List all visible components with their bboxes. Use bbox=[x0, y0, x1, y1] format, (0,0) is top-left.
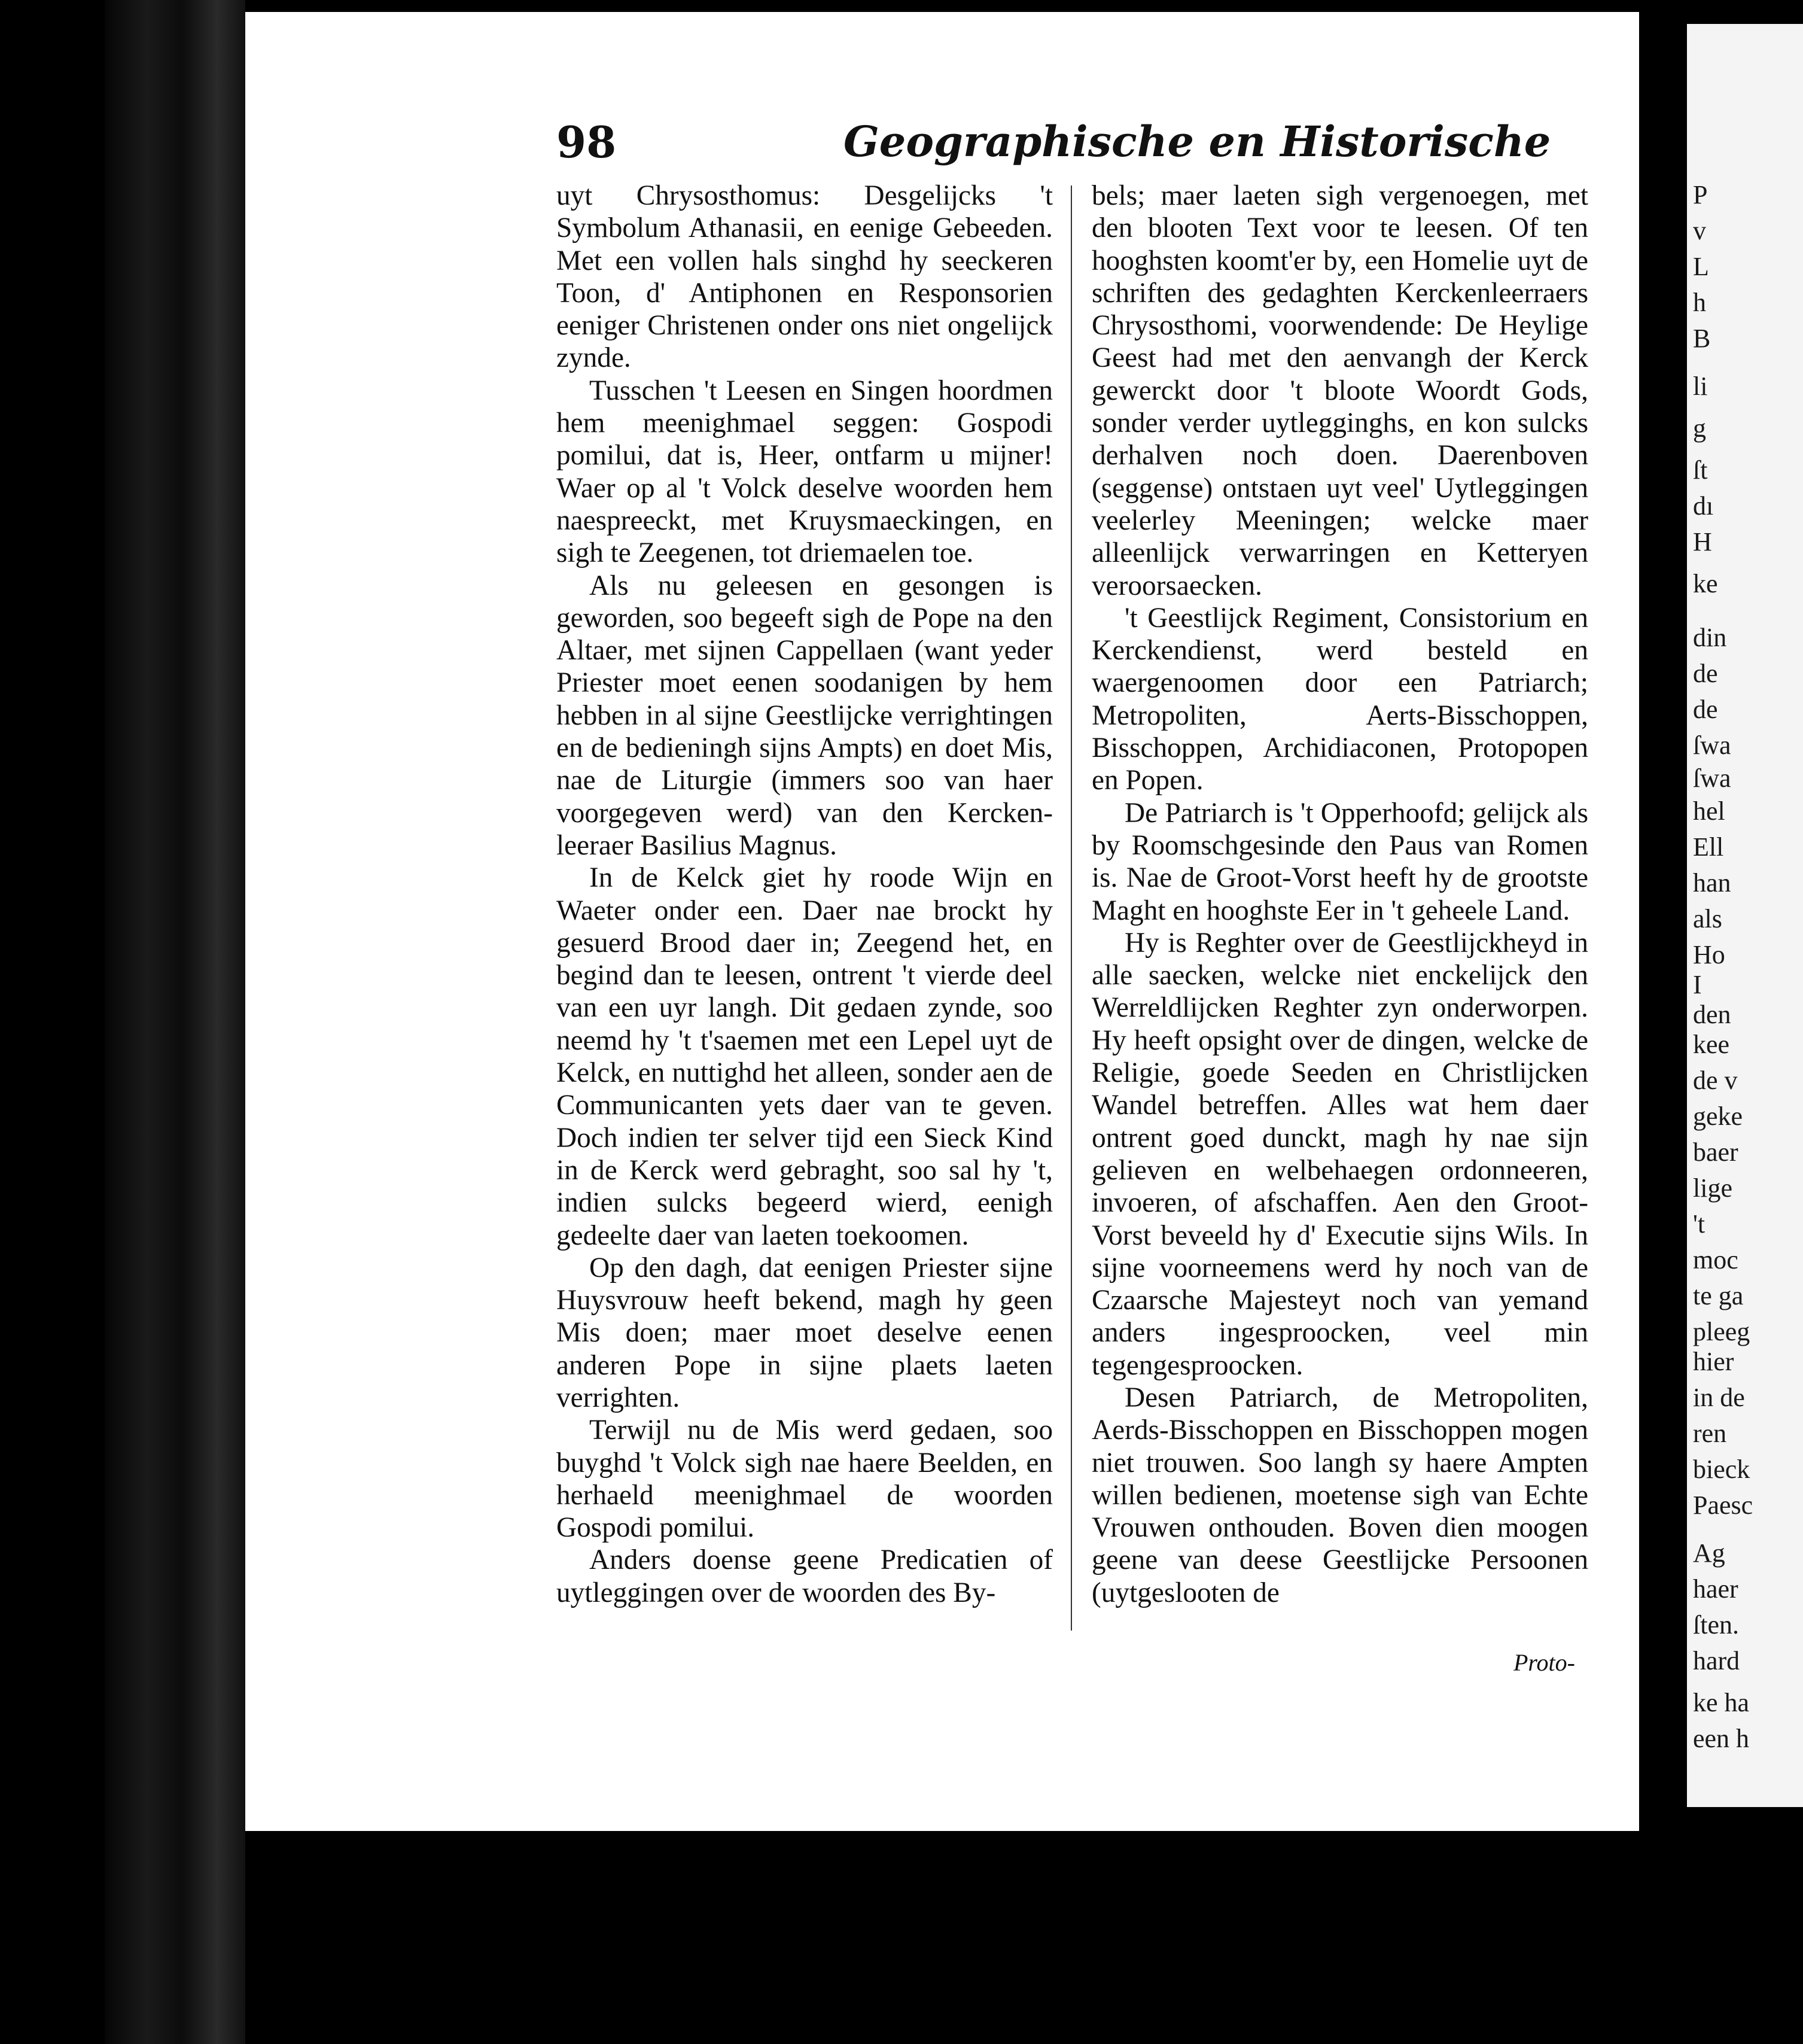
facing-page-fragment: v bbox=[1693, 216, 1706, 245]
facing-page-fragment: bieck bbox=[1693, 1455, 1750, 1484]
facing-page-fragment: in de bbox=[1693, 1383, 1745, 1412]
paragraph: bels; maer laeten sigh vergenoegen, met den blooten Text voor te leesen. Of ten hooghsten koomt'er by, een Homelie uyt de schriften des gedaghten Kerckenleerraers Chrysosthomi, voorwendende: De Heylige Geest had met den aenvangh der Kerck gewerckt door 't bloote Woordt Gods, sonder verder uytlegginghs, en kon sulcks derhalven noch doen. Daerenboven (seggense) ontstaen uyt veel' Uytleggingen veelerley Meeningen; welcke maer alleenlijck verwarringen en Ketteryen veroorsaecken. bbox=[1092, 180, 1588, 601]
facing-page-fragment: hier bbox=[1693, 1347, 1734, 1376]
paragraph: Desen Patriarch, de Metropoliten, Aerds-Bisschoppen en Bisschoppen mogen niet trouwen. Soo langh sy haere Ampten willen bedienen, moetense sigh van Echte Vrouwen onthouden. Boven dien moogen geene van deese Geestlijcke Persoonen (uytgeslooten de bbox=[1092, 1382, 1588, 1608]
left-text-column bbox=[556, 180, 1053, 1609]
facing-page-fragment: han bbox=[1693, 868, 1731, 898]
facing-page-fragment: ſwa bbox=[1693, 731, 1731, 760]
facing-page-fragment: Ho bbox=[1693, 940, 1725, 969]
facing-page-fragment: h bbox=[1693, 288, 1706, 317]
facing-page-edge bbox=[1687, 24, 1803, 1807]
facing-page-fragment: ke ha bbox=[1693, 1688, 1750, 1717]
facing-page-fragment: li bbox=[1693, 372, 1708, 401]
facing-page-fragment: ſwa bbox=[1693, 764, 1731, 793]
facing-page-fragment: baer bbox=[1693, 1137, 1738, 1167]
facing-page-fragment: de bbox=[1693, 659, 1718, 688]
paragraph: Als nu geleesen en gesongen is geworden, soo begeeft sigh de Pope na den Altaer, met sijnen Cappellaen (want yeder Priester moet eenen soodanigen by hem hebben in al sijne Geestlijcke verrightingen en de bedieningh sijns Ampts) en doet Mis, nae de Liturgie (immers soo van haer voorgegeven werd) van den Kercken-leeraer Basilius Magnus. bbox=[556, 570, 1053, 861]
facing-page-fragment: Ag bbox=[1693, 1538, 1725, 1568]
facing-page-fragment: kee bbox=[1693, 1030, 1730, 1059]
facing-page-fragment: din bbox=[1693, 623, 1727, 652]
page-header bbox=[556, 117, 1551, 182]
right-text-column bbox=[1092, 180, 1588, 1609]
facing-page-fragment: ſten. bbox=[1693, 1610, 1739, 1640]
running-title: Geographische en Historische bbox=[843, 117, 1551, 166]
facing-page-fragment: hel bbox=[1693, 796, 1725, 826]
paragraph: 't Geestlijck Regiment, Consistorium en Kerckendienst, werd besteld en waergenoomen door een Patriarch; Metropoliten, Aerts-Bisschoppen, Bisschoppen, Archidiaconen, Protopopen en Popen. bbox=[1092, 602, 1588, 796]
facing-page-fragment: pleeg bbox=[1693, 1317, 1750, 1346]
facing-page-fragment: L bbox=[1693, 252, 1709, 281]
paragraph: Op den dagh, dat eenigen Priester sijne Huysvrouw heeft bekend, magh hy geen Mis doen; maer moet deselve eenen anderen Pope in sijne plaets laeten verrighten. bbox=[556, 1252, 1053, 1413]
facing-page-fragment: I bbox=[1693, 970, 1702, 999]
paragraph: uyt Chrysosthomus: Desgelijcks 't Symbolum Athanasii, en eenige Gebeeden. Met een vollen hals singhd hy seeckeren Toon, d' Antiphonen en Responsorien eeniger Christenen onder ons niet ongelijck zynde. bbox=[556, 180, 1053, 374]
paragraph: Hy is Reghter over de Geestlijckheyd in alle saecken, welcke niet enckelijck den Werreldlijcken Reghter zyn onderworpen. Hy heeft opsight over de dingen, welcke de Religie, goede Seeden en Christlijcken Wandel betreffen. Alles wat hem daer ontrent goed dunckt, magh hy nae sijn gelieven en welbehaegen ordonneeren, invoeren, of afschaffen. Aen den Groot-Vorst beveeld hy d' Executie sijns Wils. In sijne voorneemens werd hy noch van de Czaarsche Majesteyt noch van yemand anders ingesproocken, veel min tegengesproocken. bbox=[1092, 927, 1588, 1381]
facing-page-fragment: als bbox=[1693, 904, 1722, 933]
paragraph: Tusschen 't Leesen en Singen hoordmen hem meenighmael seggen: Gospodi pomilui, dat is, Heer, ontfarm u mijner! Waer op al 't Volck deselve woorden hem naespreeckt, met Kruysmaeckingen, en sigh te Zeegenen, tot driemaelen toe. bbox=[556, 375, 1053, 569]
facing-page-fragment: een h bbox=[1693, 1724, 1750, 1753]
facing-page-fragment: ren bbox=[1693, 1419, 1727, 1448]
facing-page-fragment: g bbox=[1693, 413, 1706, 443]
column-divider bbox=[1071, 185, 1072, 1631]
book-spine-edge bbox=[105, 0, 245, 2044]
facing-page-fragment: Ell bbox=[1693, 832, 1724, 862]
facing-page-fragment: dı bbox=[1693, 491, 1714, 521]
paragraph: Anders doense geene Predicatien of uytleggingen over de woorden des By- bbox=[556, 1544, 1053, 1608]
facing-page-fragment: ke bbox=[1693, 569, 1718, 598]
paragraph: Terwijl nu de Mis werd gedaen, soo buyghd 't Volck sigh nae haere Beelden, en herhaeld meenighmael de woorden Gospodi pomilui. bbox=[556, 1415, 1053, 1544]
paragraph: In de Kelck giet hy roode Wijn en Waeter onder een. Daer nae brockt hy gesuerd Brood daer in; Zeegend het, en begind dan te leesen, ontrent 't vierde deel van een uyr langh. Dit gedaen zynde, soo neemd hy 't t'saemen met een Lepel uyt de Kelck, en nuttighd het alleen, sonder aen de Communicanten yets daer van te geven. Doch indien ter selver tijd een Sieck Kind in de Kerck werd gebraght, soo sal hy 't, indien sulcks begeerd wierd, eenigh gedeelte daer van laeten toekoomen. bbox=[556, 862, 1053, 1251]
facing-page-fragment: te ga bbox=[1693, 1281, 1744, 1310]
facing-page-fragment: hard bbox=[1693, 1646, 1740, 1675]
facing-page-fragment: Paesc bbox=[1693, 1491, 1753, 1520]
facing-page-fragment: de bbox=[1693, 695, 1718, 724]
facing-page-fragment: P bbox=[1693, 180, 1708, 209]
catchword: Proto- bbox=[1513, 1649, 1575, 1676]
facing-page-fragment: de v bbox=[1693, 1066, 1738, 1095]
facing-page-fragment: 't bbox=[1693, 1209, 1705, 1239]
facing-page-fragment: haer bbox=[1693, 1574, 1738, 1604]
facing-page-fragment: B bbox=[1693, 324, 1711, 353]
page-number: 98 bbox=[556, 117, 617, 168]
facing-page-fragment: moc bbox=[1693, 1245, 1738, 1275]
facing-page-fragment: den bbox=[1693, 1000, 1731, 1029]
facing-page-fragment: H bbox=[1693, 527, 1712, 556]
facing-page-fragment: lige bbox=[1693, 1173, 1732, 1203]
paragraph: De Patriarch is 't Opperhoofd; gelijck als by Roomschgesinde den Paus van Romen is. Nae de Groot-Vorst heeft hy de grootste Maght en hooghste Eer in 't geheele Land. bbox=[1092, 797, 1588, 926]
facing-page-fragment: ſt bbox=[1693, 455, 1708, 485]
facing-page-fragment: geke bbox=[1693, 1102, 1743, 1131]
